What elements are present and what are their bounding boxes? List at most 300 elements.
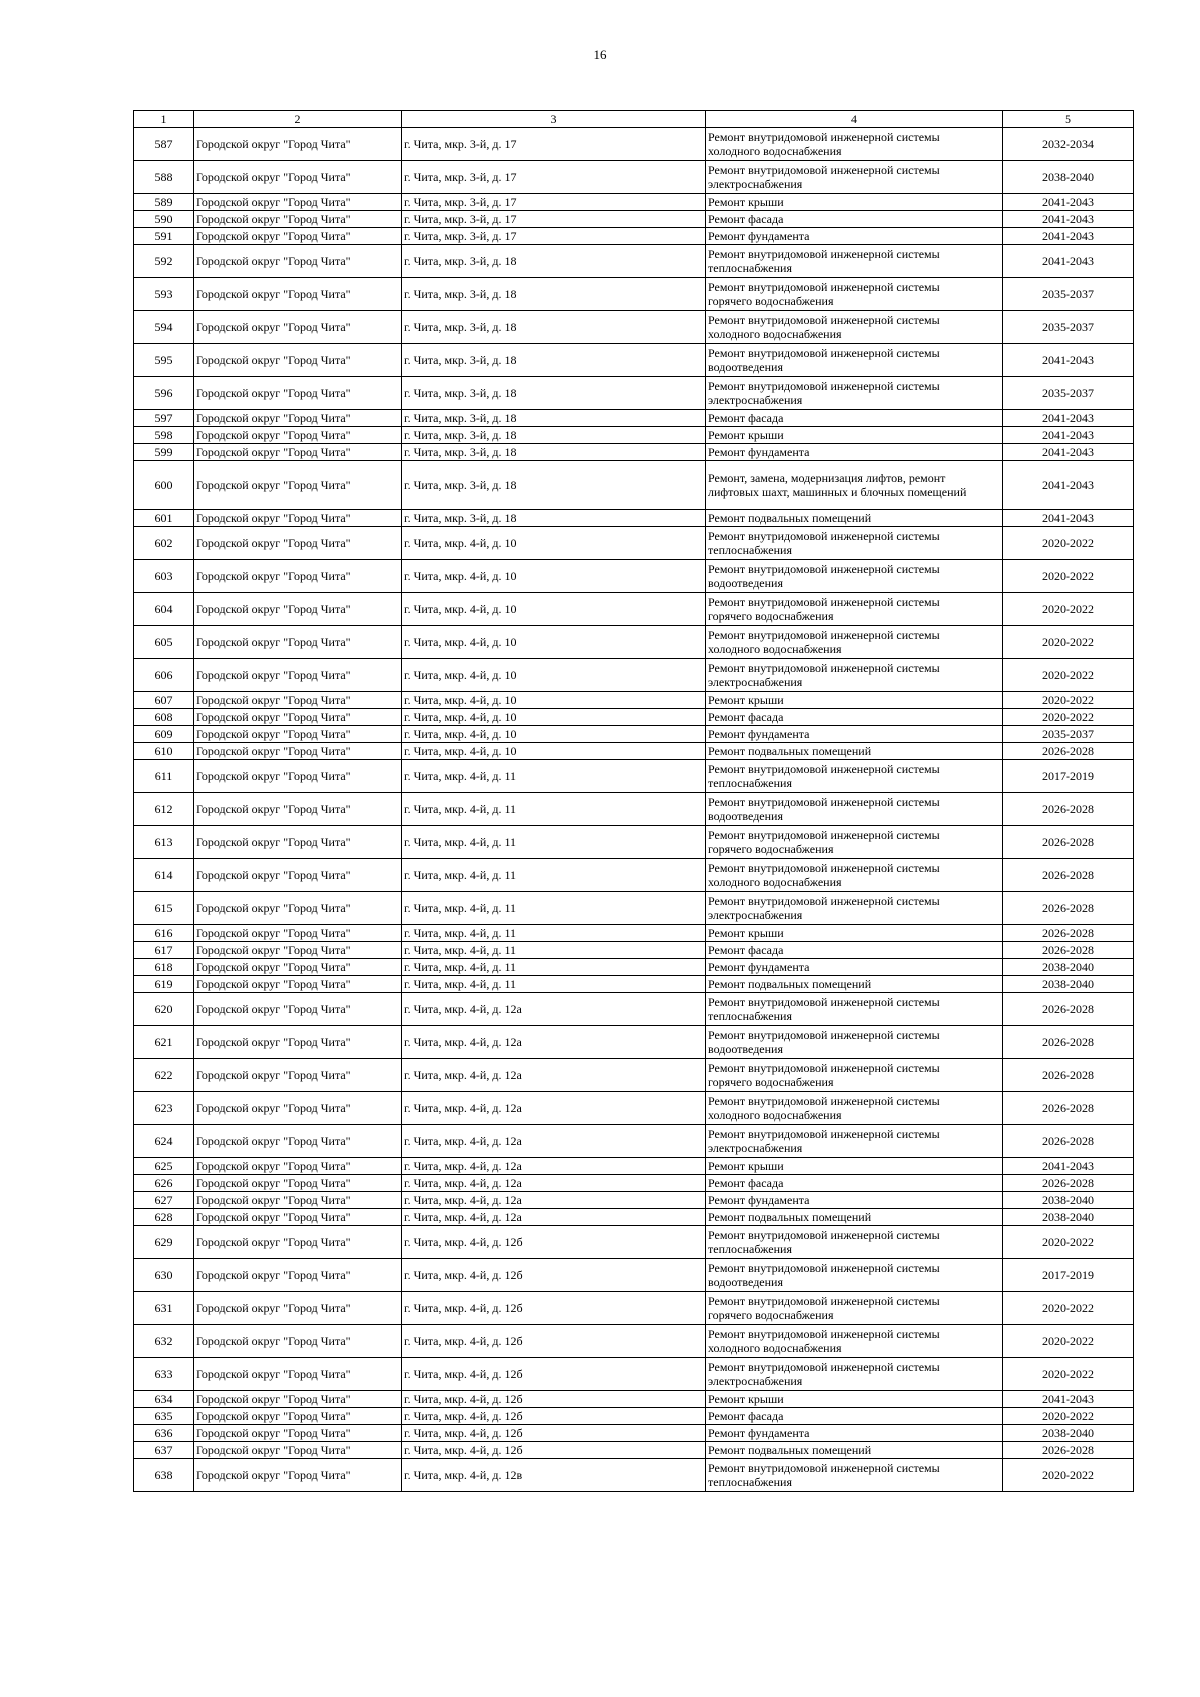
work-type-cell xyxy=(706,1092,1003,1125)
address-cell: г. Чита, мкр. 4-й, д. 12б xyxy=(402,1226,706,1259)
table-row xyxy=(134,211,1134,228)
work-type-cell xyxy=(706,1226,1003,1259)
table-row xyxy=(134,1092,1134,1125)
row-number-cell: 592 xyxy=(134,245,194,278)
work-type-line: холодного водоснабжения xyxy=(708,642,842,656)
work-type-line: электроснабжения xyxy=(708,177,803,191)
period-cell: 2035-2037 xyxy=(1003,311,1134,344)
work-type-line: горячего водоснабжения xyxy=(708,1075,834,1089)
address-cell: г. Чита, мкр. 4-й, д. 10 xyxy=(402,626,706,659)
work-type-line: Ремонт внутридомовой инженерной системы xyxy=(708,163,940,177)
period-cell: 2026-2028 xyxy=(1003,892,1134,925)
work-type-cell xyxy=(706,1325,1003,1358)
work-type-line: Ремонт фундамента xyxy=(708,1426,810,1440)
work-type-line: Ремонт фасада xyxy=(708,943,784,957)
table-row xyxy=(134,659,1134,692)
work-type-line: Ремонт подвальных помещений xyxy=(708,744,872,758)
work-type-cell xyxy=(706,743,1003,760)
period-cell: 2041-2043 xyxy=(1003,1391,1134,1408)
work-type-line: Ремонт внутридомовой инженерной системы xyxy=(708,795,940,809)
address-cell: г. Чита, мкр. 4-й, д. 12а xyxy=(402,1059,706,1092)
work-type-cell xyxy=(706,726,1003,743)
table-row xyxy=(134,1175,1134,1192)
table-row xyxy=(134,1325,1134,1358)
address-cell: г. Чита, мкр. 4-й, д. 12б xyxy=(402,1408,706,1425)
work-type-line: лифтовых шахт, машинных и блочных помещений xyxy=(708,485,967,499)
address-cell: г. Чита, мкр. 4-й, д. 12б xyxy=(402,1325,706,1358)
period-cell: 2020-2022 xyxy=(1003,1292,1134,1325)
municipality-cell: Городской округ "Город Чита" xyxy=(194,593,402,626)
row-number-cell: 602 xyxy=(134,527,194,560)
address-cell: г. Чита, мкр. 4-й, д. 10 xyxy=(402,692,706,709)
work-type-line: Ремонт внутридомовой инженерной системы xyxy=(708,1228,940,1242)
work-type-line: Ремонт фасада xyxy=(708,1176,784,1190)
period-cell: 2020-2022 xyxy=(1003,527,1134,560)
municipality-cell: Городской округ "Город Чита" xyxy=(194,527,402,560)
column-header: 3 xyxy=(402,111,706,128)
municipality-cell: Городской округ "Город Чита" xyxy=(194,1125,402,1158)
row-number-cell: 633 xyxy=(134,1358,194,1391)
table-row xyxy=(134,1226,1134,1259)
row-number-cell: 615 xyxy=(134,892,194,925)
work-type-line: горячего водоснабжения xyxy=(708,294,834,308)
municipality-cell: Городской округ "Город Чита" xyxy=(194,659,402,692)
work-type-cell xyxy=(706,1059,1003,1092)
table-row xyxy=(134,892,1134,925)
row-number-cell: 610 xyxy=(134,743,194,760)
work-type-line: Ремонт крыши xyxy=(708,1159,784,1173)
work-type-line: Ремонт внутридомовой инженерной системы xyxy=(708,628,940,642)
table-row xyxy=(134,760,1134,793)
period-cell: 2026-2028 xyxy=(1003,793,1134,826)
period-cell: 2041-2043 xyxy=(1003,510,1134,527)
work-type-cell xyxy=(706,1391,1003,1408)
municipality-cell: Городской округ "Город Чита" xyxy=(194,161,402,194)
table-row xyxy=(134,993,1134,1026)
work-type-line: Ремонт внутридомовой инженерной системы xyxy=(708,1094,940,1108)
municipality-cell: Городской округ "Город Чита" xyxy=(194,311,402,344)
capital-repair-table xyxy=(133,110,1134,1492)
work-type-cell xyxy=(706,593,1003,626)
row-number-cell: 611 xyxy=(134,760,194,793)
row-number-cell: 600 xyxy=(134,461,194,510)
work-type-line: Ремонт, замена, модернизация лифтов, ремонт xyxy=(708,471,946,485)
address-cell: г. Чита, мкр. 4-й, д. 10 xyxy=(402,743,706,760)
municipality-cell: Городской округ "Город Чита" xyxy=(194,228,402,245)
table-row xyxy=(134,128,1134,161)
table-row xyxy=(134,1391,1134,1408)
period-cell: 2038-2040 xyxy=(1003,1209,1134,1226)
row-number-cell: 619 xyxy=(134,976,194,993)
work-type-line: теплоснабжения xyxy=(708,776,792,790)
work-type-line: электроснабжения xyxy=(708,1141,803,1155)
work-type-cell xyxy=(706,311,1003,344)
table-row xyxy=(134,1425,1134,1442)
municipality-cell: Городской округ "Город Чита" xyxy=(194,1292,402,1325)
table-row xyxy=(134,311,1134,344)
work-type-line: Ремонт внутридомовой инженерной системы xyxy=(708,562,940,576)
work-type-cell xyxy=(706,1408,1003,1425)
period-cell: 2041-2043 xyxy=(1003,344,1134,377)
table-row xyxy=(134,1059,1134,1092)
work-type-cell xyxy=(706,793,1003,826)
period-cell: 2026-2028 xyxy=(1003,1026,1134,1059)
period-cell: 2041-2043 xyxy=(1003,461,1134,510)
work-type-line: горячего водоснабжения xyxy=(708,1308,834,1322)
work-type-line: теплоснабжения xyxy=(708,1009,792,1023)
work-type-cell xyxy=(706,410,1003,427)
address-cell: г. Чита, мкр. 4-й, д. 12б xyxy=(402,1358,706,1391)
period-cell: 2020-2022 xyxy=(1003,1226,1134,1259)
row-number-cell: 621 xyxy=(134,1026,194,1059)
column-header: 2 xyxy=(194,111,402,128)
period-cell: 2020-2022 xyxy=(1003,626,1134,659)
work-type-cell xyxy=(706,1425,1003,1442)
work-type-cell xyxy=(706,510,1003,527)
row-number-cell: 587 xyxy=(134,128,194,161)
work-type-cell xyxy=(706,427,1003,444)
address-cell: г. Чита, мкр. 4-й, д. 12а xyxy=(402,1125,706,1158)
municipality-cell: Городской округ "Город Чита" xyxy=(194,1459,402,1492)
municipality-cell: Городской округ "Город Чита" xyxy=(194,1209,402,1226)
address-cell: г. Чита, мкр. 4-й, д. 12а xyxy=(402,993,706,1026)
address-cell: г. Чита, мкр. 4-й, д. 11 xyxy=(402,942,706,959)
work-type-cell xyxy=(706,560,1003,593)
municipality-cell: Городской округ "Город Чита" xyxy=(194,993,402,1026)
row-number-cell: 597 xyxy=(134,410,194,427)
work-type-line: Ремонт подвальных помещений xyxy=(708,511,872,525)
address-cell: г. Чита, мкр. 4-й, д. 11 xyxy=(402,793,706,826)
address-cell: г. Чита, мкр. 3-й, д. 18 xyxy=(402,245,706,278)
municipality-cell: Городской округ "Город Чита" xyxy=(194,278,402,311)
municipality-cell: Городской округ "Город Чита" xyxy=(194,925,402,942)
work-type-line: горячего водоснабжения xyxy=(708,609,834,623)
table-row xyxy=(134,278,1134,311)
row-number-cell: 617 xyxy=(134,942,194,959)
address-cell: г. Чита, мкр. 3-й, д. 18 xyxy=(402,510,706,527)
address-cell: г. Чита, мкр. 4-й, д. 10 xyxy=(402,659,706,692)
period-cell: 2026-2028 xyxy=(1003,1092,1134,1125)
work-type-line: Ремонт внутридомовой инженерной системы xyxy=(708,661,940,675)
work-type-line: водоотведения xyxy=(708,1275,783,1289)
address-cell: г. Чита, мкр. 4-й, д. 11 xyxy=(402,826,706,859)
period-cell: 2032-2034 xyxy=(1003,128,1134,161)
work-type-cell xyxy=(706,626,1003,659)
work-type-cell xyxy=(706,1192,1003,1209)
row-number-cell: 622 xyxy=(134,1059,194,1092)
address-cell: г. Чита, мкр. 3-й, д. 17 xyxy=(402,161,706,194)
period-cell: 2017-2019 xyxy=(1003,760,1134,793)
municipality-cell: Городской округ "Город Чита" xyxy=(194,892,402,925)
municipality-cell: Городской округ "Город Чита" xyxy=(194,410,402,427)
table-row xyxy=(134,510,1134,527)
table-row xyxy=(134,1125,1134,1158)
work-type-line: Ремонт крыши xyxy=(708,428,784,442)
row-number-cell: 605 xyxy=(134,626,194,659)
work-type-line: Ремонт внутридомовой инженерной системы xyxy=(708,529,940,543)
period-cell: 2020-2022 xyxy=(1003,692,1134,709)
table-row xyxy=(134,959,1134,976)
table-row xyxy=(134,444,1134,461)
period-cell: 2026-2028 xyxy=(1003,743,1134,760)
table-row xyxy=(134,1459,1134,1492)
address-cell: г. Чита, мкр. 3-й, д. 17 xyxy=(402,211,706,228)
period-cell: 2020-2022 xyxy=(1003,1408,1134,1425)
table-row xyxy=(134,1442,1134,1459)
work-type-cell xyxy=(706,444,1003,461)
address-cell: г. Чита, мкр. 3-й, д. 18 xyxy=(402,444,706,461)
period-cell: 2035-2037 xyxy=(1003,726,1134,743)
work-type-cell xyxy=(706,1259,1003,1292)
work-type-line: горячего водоснабжения xyxy=(708,842,834,856)
row-number-cell: 634 xyxy=(134,1391,194,1408)
row-number-cell: 593 xyxy=(134,278,194,311)
row-number-cell: 627 xyxy=(134,1192,194,1209)
work-type-cell xyxy=(706,1158,1003,1175)
work-type-line: Ремонт внутридомовой инженерной системы xyxy=(708,995,940,1009)
period-cell: 2020-2022 xyxy=(1003,1325,1134,1358)
municipality-cell: Городской округ "Город Чита" xyxy=(194,344,402,377)
address-cell: г. Чита, мкр. 3-й, д. 18 xyxy=(402,410,706,427)
address-cell: г. Чита, мкр. 4-й, д. 12а xyxy=(402,1092,706,1125)
address-cell: г. Чита, мкр. 4-й, д. 10 xyxy=(402,527,706,560)
table-row xyxy=(134,692,1134,709)
address-cell: г. Чита, мкр. 3-й, д. 17 xyxy=(402,194,706,211)
address-cell: г. Чита, мкр. 4-й, д. 12а xyxy=(402,1209,706,1226)
address-cell: г. Чита, мкр. 4-й, д. 12а xyxy=(402,1158,706,1175)
municipality-cell: Городской округ "Город Чита" xyxy=(194,510,402,527)
table-row xyxy=(134,743,1134,760)
work-type-cell xyxy=(706,377,1003,410)
work-type-line: Ремонт фундамента xyxy=(708,960,810,974)
work-type-line: Ремонт внутридомовой инженерной системы xyxy=(708,346,940,360)
address-cell: г. Чита, мкр. 4-й, д. 11 xyxy=(402,760,706,793)
work-type-line: Ремонт внутридомовой инженерной системы xyxy=(708,861,940,875)
column-header: 1 xyxy=(134,111,194,128)
address-cell: г. Чита, мкр. 4-й, д. 10 xyxy=(402,593,706,626)
work-type-line: теплоснабжения xyxy=(708,1242,792,1256)
municipality-cell: Городской округ "Город Чита" xyxy=(194,245,402,278)
work-type-cell xyxy=(706,161,1003,194)
table-row xyxy=(134,1192,1134,1209)
row-number-cell: 636 xyxy=(134,1425,194,1442)
address-cell: г. Чита, мкр. 4-й, д. 12б xyxy=(402,1442,706,1459)
address-cell: г. Чита, мкр. 4-й, д. 11 xyxy=(402,859,706,892)
work-type-line: холодного водоснабжения xyxy=(708,1341,842,1355)
work-type-cell xyxy=(706,859,1003,892)
municipality-cell: Городской округ "Город Чита" xyxy=(194,626,402,659)
municipality-cell: Городской округ "Город Чита" xyxy=(194,1226,402,1259)
table-row xyxy=(134,427,1134,444)
municipality-cell: Городской округ "Город Чита" xyxy=(194,1092,402,1125)
table-row xyxy=(134,859,1134,892)
work-type-cell xyxy=(706,461,1003,510)
municipality-cell: Городской округ "Город Чита" xyxy=(194,709,402,726)
row-number-cell: 604 xyxy=(134,593,194,626)
row-number-cell: 614 xyxy=(134,859,194,892)
work-type-line: Ремонт крыши xyxy=(708,195,784,209)
municipality-cell: Городской округ "Город Чита" xyxy=(194,1442,402,1459)
period-cell: 2026-2028 xyxy=(1003,1442,1134,1459)
row-number-cell: 638 xyxy=(134,1459,194,1492)
address-cell: г. Чита, мкр. 4-й, д. 10 xyxy=(402,726,706,743)
period-cell: 2026-2028 xyxy=(1003,826,1134,859)
municipality-cell: Городской округ "Город Чита" xyxy=(194,377,402,410)
row-number-cell: 637 xyxy=(134,1442,194,1459)
work-type-line: Ремонт внутридомовой инженерной системы xyxy=(708,280,940,294)
address-cell: г. Чита, мкр. 3-й, д. 18 xyxy=(402,377,706,410)
work-type-cell xyxy=(706,659,1003,692)
municipality-cell: Городской округ "Город Чита" xyxy=(194,1158,402,1175)
period-cell: 2035-2037 xyxy=(1003,377,1134,410)
row-number-cell: 616 xyxy=(134,925,194,942)
address-cell: г. Чита, мкр. 4-й, д. 12б xyxy=(402,1292,706,1325)
address-cell: г. Чита, мкр. 4-й, д. 11 xyxy=(402,892,706,925)
table-row xyxy=(134,626,1134,659)
period-cell: 2041-2043 xyxy=(1003,410,1134,427)
work-type-line: электроснабжения xyxy=(708,393,803,407)
work-type-line: Ремонт подвальных помещений xyxy=(708,1210,872,1224)
work-type-line: холодного водоснабжения xyxy=(708,1108,842,1122)
period-cell: 2026-2028 xyxy=(1003,1175,1134,1192)
period-cell: 2035-2037 xyxy=(1003,278,1134,311)
work-type-line: Ремонт внутридомовой инженерной системы xyxy=(708,762,940,776)
period-cell: 2041-2043 xyxy=(1003,194,1134,211)
work-type-line: Ремонт фундамента xyxy=(708,727,810,741)
work-type-line: Ремонт крыши xyxy=(708,1392,784,1406)
work-type-cell xyxy=(706,1125,1003,1158)
row-number-cell: 624 xyxy=(134,1125,194,1158)
work-type-cell xyxy=(706,709,1003,726)
work-type-line: Ремонт внутридомовой инженерной системы xyxy=(708,130,940,144)
work-type-line: Ремонт внутридомовой инженерной системы xyxy=(708,1461,940,1475)
work-type-line: Ремонт фасада xyxy=(708,1409,784,1423)
period-cell: 2038-2040 xyxy=(1003,161,1134,194)
municipality-cell: Городской округ "Город Чита" xyxy=(194,1059,402,1092)
work-type-cell xyxy=(706,942,1003,959)
work-type-cell xyxy=(706,194,1003,211)
work-type-cell xyxy=(706,278,1003,311)
address-cell: г. Чита, мкр. 4-й, д. 12а xyxy=(402,1175,706,1192)
work-type-line: холодного водоснабжения xyxy=(708,327,842,341)
address-cell: г. Чита, мкр. 3-й, д. 18 xyxy=(402,461,706,510)
work-type-cell xyxy=(706,892,1003,925)
work-type-line: Ремонт внутридомовой инженерной системы xyxy=(708,313,940,327)
work-type-line: Ремонт фасада xyxy=(708,411,784,425)
row-number-cell: 626 xyxy=(134,1175,194,1192)
row-number-cell: 612 xyxy=(134,793,194,826)
work-type-cell xyxy=(706,1026,1003,1059)
municipality-cell: Городской округ "Город Чита" xyxy=(194,760,402,793)
work-type-line: теплоснабжения xyxy=(708,261,792,275)
table-row xyxy=(134,1259,1134,1292)
address-cell: г. Чита, мкр. 4-й, д. 12б xyxy=(402,1259,706,1292)
table-row xyxy=(134,793,1134,826)
period-cell: 2038-2040 xyxy=(1003,976,1134,993)
row-number-cell: 595 xyxy=(134,344,194,377)
period-cell: 2020-2022 xyxy=(1003,593,1134,626)
table-header-row xyxy=(134,111,1134,128)
municipality-cell: Городской округ "Город Чита" xyxy=(194,859,402,892)
work-type-cell xyxy=(706,1442,1003,1459)
period-cell: 2020-2022 xyxy=(1003,560,1134,593)
table-row xyxy=(134,245,1134,278)
row-number-cell: 625 xyxy=(134,1158,194,1175)
row-number-cell: 613 xyxy=(134,826,194,859)
municipality-cell: Городской округ "Город Чита" xyxy=(194,1408,402,1425)
address-cell: г. Чита, мкр. 4-й, д. 10 xyxy=(402,709,706,726)
row-number-cell: 631 xyxy=(134,1292,194,1325)
table-row xyxy=(134,377,1134,410)
work-type-line: Ремонт подвальных помещений xyxy=(708,1443,872,1457)
period-cell: 2020-2022 xyxy=(1003,659,1134,692)
work-type-line: Ремонт фасада xyxy=(708,212,784,226)
municipality-cell: Городской округ "Город Чита" xyxy=(194,743,402,760)
row-number-cell: 608 xyxy=(134,709,194,726)
address-cell: г. Чита, мкр. 4-й, д. 11 xyxy=(402,959,706,976)
period-cell: 2026-2028 xyxy=(1003,993,1134,1026)
work-type-cell xyxy=(706,1358,1003,1391)
work-type-cell xyxy=(706,959,1003,976)
row-number-cell: 598 xyxy=(134,427,194,444)
row-number-cell: 628 xyxy=(134,1209,194,1226)
row-number-cell: 632 xyxy=(134,1325,194,1358)
row-number-cell: 590 xyxy=(134,211,194,228)
address-cell: г. Чита, мкр. 4-й, д. 11 xyxy=(402,976,706,993)
period-cell: 2041-2043 xyxy=(1003,444,1134,461)
work-type-line: теплоснабжения xyxy=(708,543,792,557)
table-row xyxy=(134,1358,1134,1391)
row-number-cell: 629 xyxy=(134,1226,194,1259)
municipality-cell: Городской округ "Город Чита" xyxy=(194,793,402,826)
work-type-line: электроснабжения xyxy=(708,1374,803,1388)
work-type-cell xyxy=(706,1459,1003,1492)
address-cell: г. Чита, мкр. 4-й, д. 12б xyxy=(402,1391,706,1408)
table-row xyxy=(134,194,1134,211)
work-type-cell xyxy=(706,976,1003,993)
period-cell: 2038-2040 xyxy=(1003,1425,1134,1442)
work-type-line: Ремонт внутридомовой инженерной системы xyxy=(708,1061,940,1075)
row-number-cell: 603 xyxy=(134,560,194,593)
work-type-line: Ремонт внутридомовой инженерной системы xyxy=(708,1327,940,1341)
table-row xyxy=(134,161,1134,194)
row-number-cell: 607 xyxy=(134,692,194,709)
table-row xyxy=(134,1408,1134,1425)
period-cell: 2041-2043 xyxy=(1003,1158,1134,1175)
municipality-cell: Городской округ "Город Чита" xyxy=(194,194,402,211)
period-cell: 2026-2028 xyxy=(1003,859,1134,892)
work-type-cell xyxy=(706,760,1003,793)
municipality-cell: Городской округ "Город Чита" xyxy=(194,461,402,510)
row-number-cell: 618 xyxy=(134,959,194,976)
row-number-cell: 606 xyxy=(134,659,194,692)
municipality-cell: Городской округ "Город Чита" xyxy=(194,444,402,461)
municipality-cell: Городской округ "Город Чита" xyxy=(194,211,402,228)
table-row xyxy=(134,726,1134,743)
work-type-cell xyxy=(706,993,1003,1026)
municipality-cell: Городской округ "Город Чита" xyxy=(194,1325,402,1358)
municipality-cell: Городской округ "Город Чита" xyxy=(194,826,402,859)
municipality-cell: Городской округ "Город Чита" xyxy=(194,128,402,161)
table-row xyxy=(134,976,1134,993)
period-cell: 2017-2019 xyxy=(1003,1259,1134,1292)
table-row xyxy=(134,527,1134,560)
table-body xyxy=(134,128,1134,1492)
address-cell: г. Чита, мкр. 3-й, д. 18 xyxy=(402,311,706,344)
work-type-line: Ремонт внутридомовой инженерной системы xyxy=(708,595,940,609)
row-number-cell: 589 xyxy=(134,194,194,211)
work-type-line: Ремонт внутридомовой инженерной системы xyxy=(708,379,940,393)
